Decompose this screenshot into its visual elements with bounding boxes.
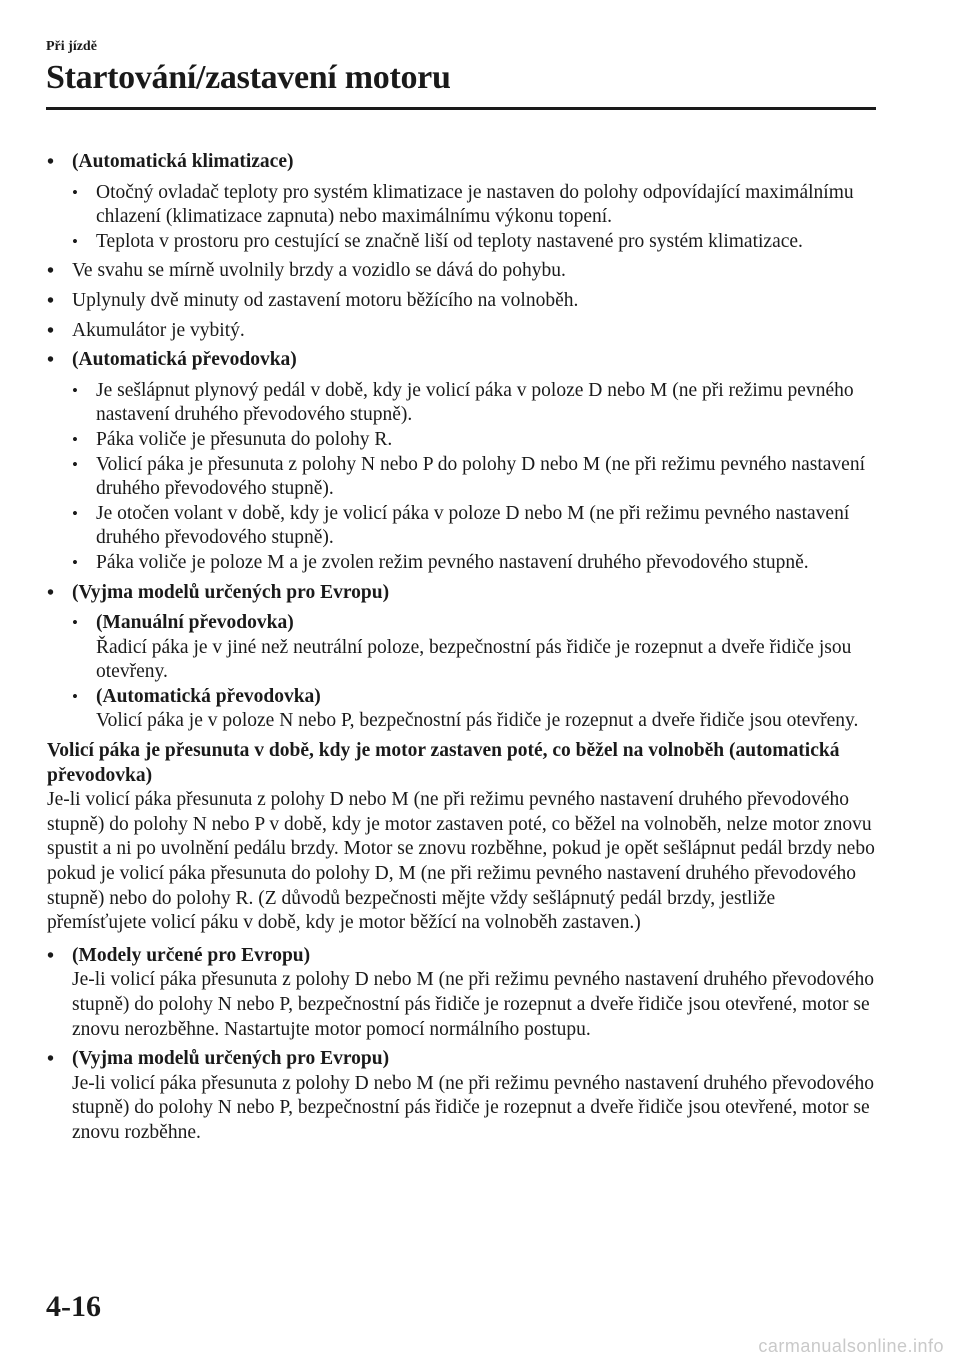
bullet-label: (Vyjma modelů určených pro Evropu) bbox=[72, 581, 390, 603]
sub-bullet-text: Teplota v prostoru pro cestující se značně liší od teploty nastavené pro systém klimatizace. bbox=[96, 230, 803, 252]
sub-bullet-text: Otočný ovladač teploty pro systém klimatizace je nastaven do polohy odpovídající maximálnímu chlazení (klimatizace zapnuta) nebo maximálnímu výkonu topení. bbox=[96, 181, 854, 228]
sub-bullet-text: Je otočen volant v době, kdy je volicí páka v poloze D nebo M (ne při režimu pevného nastavení druhého převodového stupně). bbox=[96, 502, 850, 549]
sub-bullet-dot: • bbox=[72, 231, 78, 251]
sub-bullet-text: Páka voliče je poloze M a je zvolen režim pevného nastavení druhého převodového stupně. bbox=[96, 551, 809, 573]
bullet-item bbox=[47, 1047, 877, 1145]
bullet-text: Je-li volicí páka přesunuta z polohy D nebo M (ne při režimu pevného nastavení druhého převodového stupně) do polohy N nebo P, bezpečnostní pás řidiče je rozepnut a dveře řidiče jsou otevřené, motor se znovu nerozběhne. Nastartujte motor pomocí normálního postupu. bbox=[72, 969, 874, 1040]
sub-bullet-item bbox=[72, 230, 877, 255]
sub-bullet-text: Volicí páka je přesunuta z polohy N nebo P do polohy D nebo M (ne při režimu pevného nastavení druhého převodového stupně). bbox=[96, 453, 865, 500]
bullet-item bbox=[47, 581, 877, 735]
sub-bullet-text: Volicí páka je v poloze N nebo P, bezpečnostní pás řidiče je rozepnut a dveře řidiče jsou otevřeny. bbox=[96, 710, 859, 732]
sub-bullet-dot: • bbox=[72, 503, 78, 523]
bullet-dot: • bbox=[47, 581, 55, 604]
bullet-text: Ve svahu se mírně uvolnily brzdy a vozidlo se dává do pohybu. bbox=[72, 260, 566, 282]
sub-bullet-dot: • bbox=[72, 613, 78, 633]
bullet-label: (Automatická převodovka) bbox=[72, 349, 297, 371]
sub-bullet-item bbox=[72, 685, 877, 734]
sub-bullet-text: Je sešlápnut plynový pedál v době, kdy je volicí páka v poloze D nebo M (ne při režimu pevného nastavení druhého převodového stupně). bbox=[96, 379, 854, 426]
sub-bullet-item bbox=[72, 453, 877, 502]
bullet-dot: • bbox=[47, 151, 55, 173]
bullet-text: Uplynuly dvě minuty od zastavení motoru běžícího na volnoběh. bbox=[72, 289, 579, 311]
sub-bullet-item bbox=[72, 428, 877, 453]
bullet-item bbox=[47, 348, 877, 575]
sub-bullet-label: (Automatická převodovka) bbox=[96, 685, 321, 707]
sub-bullet-text: Páka voliče je přesunuta do polohy R. bbox=[96, 428, 393, 450]
bullet-dot: • bbox=[47, 1048, 55, 1071]
sub-bullet-item bbox=[72, 502, 877, 551]
bullet-item bbox=[47, 289, 877, 314]
bullet-dot: • bbox=[47, 289, 55, 312]
bullet-dot: • bbox=[47, 319, 55, 342]
sub-bullet-dot: • bbox=[72, 552, 78, 572]
bullet-item bbox=[47, 150, 877, 254]
title-rule bbox=[46, 107, 876, 110]
sub-bullet-dot: • bbox=[72, 182, 78, 202]
bullet-item bbox=[47, 319, 877, 344]
sub-bullet-item bbox=[72, 611, 877, 685]
section-label: Při jízdě bbox=[46, 39, 97, 54]
bullet-label: (Automatická klimatizace) bbox=[72, 151, 294, 172]
sub-bullet-label: (Manuální převodovka) bbox=[96, 612, 294, 634]
bullet-dot: • bbox=[47, 260, 55, 283]
sub-bullet-item bbox=[72, 379, 877, 428]
bullet-label: (Modely určené pro Evropu) bbox=[72, 944, 311, 966]
sub-bullet-dot: • bbox=[72, 454, 78, 474]
page-header bbox=[46, 38, 876, 98]
page-number: 4-16 bbox=[46, 1290, 101, 1323]
bullet-text: Akumulátor je vybitý. bbox=[72, 319, 245, 341]
bullet-item bbox=[47, 259, 877, 284]
page-content bbox=[47, 150, 877, 1151]
paragraph-heading: Volicí páka je přesunuta v době, kdy je motor zastaven poté, co běžel na volnoběh (automatická převodovka) bbox=[47, 740, 840, 786]
sub-bullet-dot: • bbox=[72, 686, 78, 706]
page-title: Startování/zastavení motoru bbox=[46, 59, 451, 96]
bullet-item bbox=[47, 944, 877, 1042]
sub-bullet-dot: • bbox=[72, 429, 78, 449]
bullet-label: (Vyjma modelů určených pro Evropu) bbox=[72, 1048, 390, 1070]
sub-bullet-item bbox=[72, 551, 877, 576]
bullet-text: Je-li volicí páka přesunuta z polohy D nebo M (ne při režimu pevného nastavení druhého převodového stupně) do polohy N nebo P, bezpečnostní pás řidiče je rozepnut a dveře řidiče jsou otevřené, motor se znovu rozběhne. bbox=[72, 1072, 874, 1143]
bullet-dot: • bbox=[47, 944, 55, 967]
sub-bullet-item bbox=[72, 181, 877, 230]
paragraph-body: Je-li volicí páka přesunuta z polohy D nebo M (ne při režimu pevného nastavení druhého převodového stupně) do polohy N nebo P v době, kdy je motor zastaven poté, co běžel na volnoběh, nelze motor znovu spustit a ni po uvolnění pedálu brzdy. Motor se znovu rozběhne, pokud je opět sešlápnut pedál brzdy nebo pokud je volicí páka přesunuta do polohy D, M (ne při režimu pevného nastavení druhého převodového stupně) nebo do polohy R. (Z důvodů bezpečnosti mějte vždy sešlápnutý pedál brzdy, jestliže přemísťujete volicí páku v době, kdy je motor běžící na volnoběh zastaven.) bbox=[47, 789, 875, 934]
watermark: carmanualsonline.info bbox=[758, 1336, 944, 1356]
paragraph bbox=[47, 739, 877, 936]
bullet-dot: • bbox=[47, 349, 55, 372]
sub-bullet-text: Řadicí páka je v jiné než neutrální poloze, bezpečnostní pás řidiče je rozepnut a dveře řidiče jsou otevřeny. bbox=[96, 636, 852, 683]
sub-bullet-dot: • bbox=[72, 380, 78, 400]
